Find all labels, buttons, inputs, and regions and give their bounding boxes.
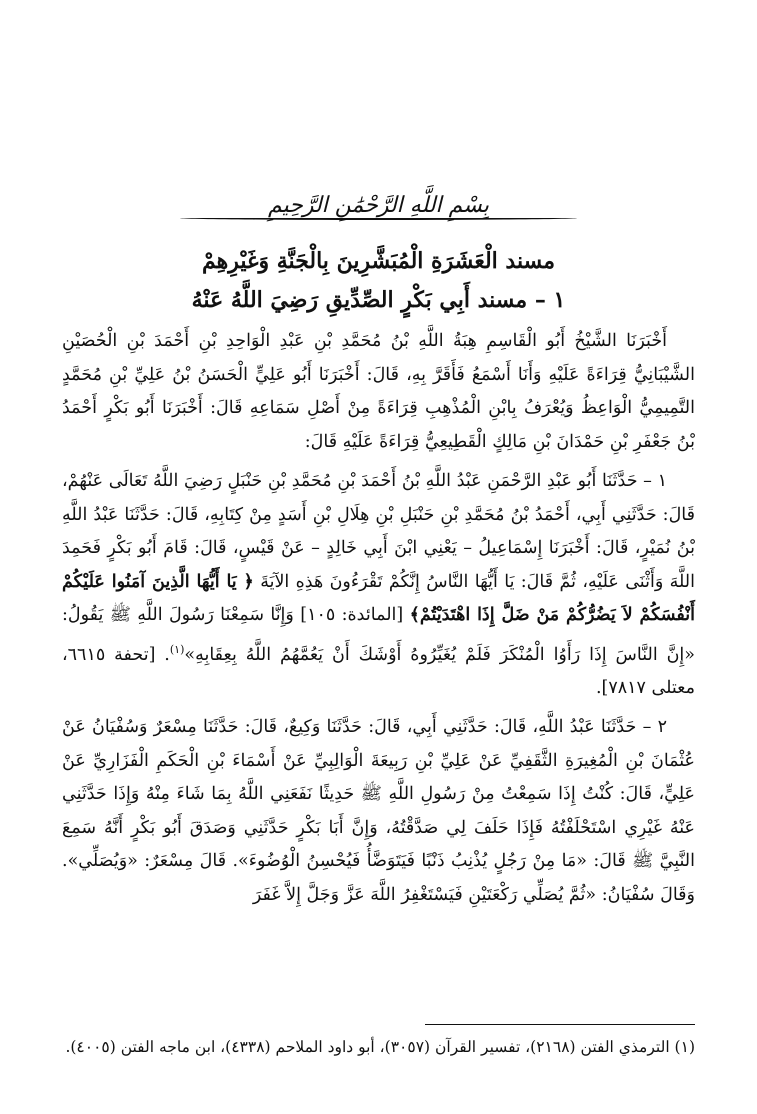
section-title: مسند الْعَشَرَةِ الْمُبَشَّرِينَ بِالْجَنَّةِ وَغَيْرِهِمْ xyxy=(201,248,556,274)
hadith-1-reference: . [تحفة ٦٦١٥، معتلى ٧٨١٧]. xyxy=(62,644,695,698)
hadith-1 xyxy=(62,465,695,705)
footnote: (١) الترمذي الفتن (٢١٦٨)، تفسير القرآن (٣٠٥٧)، أبو داود الملاحم (٤٣٣٨)، ابن ماجه الفتن (٤٠٠٥). xyxy=(65,1038,695,1056)
hadith-2 xyxy=(62,711,695,912)
basmala-flourish xyxy=(180,216,577,220)
footnote-divider xyxy=(425,1024,695,1025)
main-text xyxy=(62,325,695,912)
basmala-text: بِسْمِ اللَّهِ الرَّحْمَٰنِ الرَّحِيمِ xyxy=(267,193,490,218)
isnad-intro-paragraph xyxy=(62,325,695,459)
basmala xyxy=(180,186,577,226)
hadith-1-text: ١ – حَدَّثَنَا أَبُو عَبْدِ الرَّحْمَنِ عَبْدُ اللَّهِ بْنُ أَحْمَدَ بْنِ مُحَمَّدِ بْنِ حَنْبَلٍ رَضِيَ اللَّهُ تَعَالَى عَنْهُمْ، قَالَ: حَدَّثَنِي أَبِي، أَحْمَدُ بْنُ مُحَمَّدِ بْنِ حَنْبَلِ بْنِ هِلَالِ بْنِ أَسَدٍ مِنْ كِتَابِهِ، قَالَ: حَدَّثَنَا عَبْدُ اللَّهِ بْنُ نُمَيْرٍ، قَالَ: أَخْبَرَنَا إِسْمَاعِيلُ – يَعْنِي ابْنَ أَبِي خَالِدٍ – عَنْ قَيْسٍ، قَالَ: قَامَ أَبُو بَكْرٍ فَحَمِدَ اللَّهَ وَأَثْنَى عَلَيْهِ، ثُمَّ قَالَ: يَا أَيُّهَا النَّاسُ إِنَّكُمْ تَقْرَءُونَ هَذِهِ الآيَةَ xyxy=(62,471,695,592)
footnote-marker: (١) xyxy=(169,642,185,656)
hadith-2-text: ٢ – حَدَّثَنَا عَبْدُ اللَّهِ، قَالَ: حَدَّثَنِي أَبِي، قَالَ: حَدَّثَنَا وَكِيعٌ، قَالَ: حَدَّثَنَا مِسْعَرٌ وَسُفْيَانُ عَنْ عُثْمَانَ بْنِ الْمُغِيرَةِ الثَّقَفِيِّ عَنْ عَلِيِّ بْنِ رَبِيعَةَ الْوَالِبِيِّ عَنْ أَسْمَاءَ بْنِ الْحَكَمِ الْفَزَارِيِّ عَنْ عَلِيٍّ، قَالَ: كُنْتُ إِذَا سَمِعْتُ مِنْ رَسُولِ اللَّهِ ﷺ حَدِيثًا نَفَعَنِي اللَّهُ بِمَا شَاءَ مِنْهُ وَإِذَا حَدَّثَنِي عَنْهُ غَيْرِي اسْتَحْلَفْتُهُ فَإِذَا حَلَفَ لِي صَدَّقْتُهُ، وَإِنَّ أَبَا بَكْرٍ حَدَّثَنِي وَصَدَقَ أَبُو بَكْرٍ أَنَّهُ سَمِعَ النَّبِيَّ ﷺ قَالَ: «مَا مِنْ رَجُلٍ يُذْنِبُ ذَنْبًا فَيَتَوَضَّأُ فَيُحْسِنُ الْوُضُوءَ». قَالَ مِسْعَرٌ: «وَيُصَلِّي». وَقَالَ سُفْيَانُ: «ثُمَّ يُصَلِّي رَكْعَتَيْنِ فَيَسْتَغْفِرُ اللَّهَ عَزَّ وَجَلَّ إِلاَّ غَفَرَ xyxy=(62,717,695,905)
chapter-title: ١ – مسند أَبِي بَكْرٍ الصِّدِّيقِ رَضِيَ اللَّهُ عَنْهُ xyxy=(191,287,566,313)
quran-verse: ﴿ يَا أَيُّهَا الَّذِينَ آمَنُوا عَلَيْكُمْ أَنْفُسَكُمْ لاَ يَضُرُّكُمْ مَنْ ضَلَّ إِذَا اهْتَدَيْتُمْ﴾ xyxy=(62,571,695,625)
hadith-1-text-end: [المائدة: ١٠٥] وَإِنَّا سَمِعْنَا رَسُولَ اللَّهِ ﷺ يَقُولُ: «إِنَّ النَّاسَ إِذَا رَأَوُا الْمُنْكَرَ فَلَمْ يُغَيِّرُوهُ أَوْشَكَ أَنْ يَعُمَّهُمُ اللَّهُ بِعِقَابِهِ» xyxy=(62,605,695,665)
isnad-intro: أَخْبَرَنَا الشَّيْخُ أَبُو الْقَاسِمِ هِبَةُ اللَّهِ بْنُ مُحَمَّدِ بْنِ عَبْدِ الْوَاحِدِ بْنِ أَحْمَدَ بْنِ الْحُصَيْنِ الشَّيْبَانِيُّ قِرَاءَةً عَلَيْهِ وَأَنَا أَسْمَعُ فَأَقَرَّ بِهِ، قَالَ: أَخْبَرَنَا أَبُو عَلِيٍّ الْحَسَنُ بْنُ عَلِيِّ بْنِ مُحَمَّدٍ التَّمِيمِيُّ الْوَاعِظُ وَيُعْرَفُ بِابْنِ الْمُذْهِبِ قِرَاءَةً مِنْ أَصْلِ سَمَاعِهِ قَالَ: أَخْبَرَنَا أَبُو بَكْرٍ أَحْمَدُ بْنُ جَعْفَرِ بْنِ حَمْدَانَ بْنِ مَالِكٍ الْقَطِيعِيُّ قِرَاءَةً عَلَيْهِ قَالَ: xyxy=(62,331,695,452)
